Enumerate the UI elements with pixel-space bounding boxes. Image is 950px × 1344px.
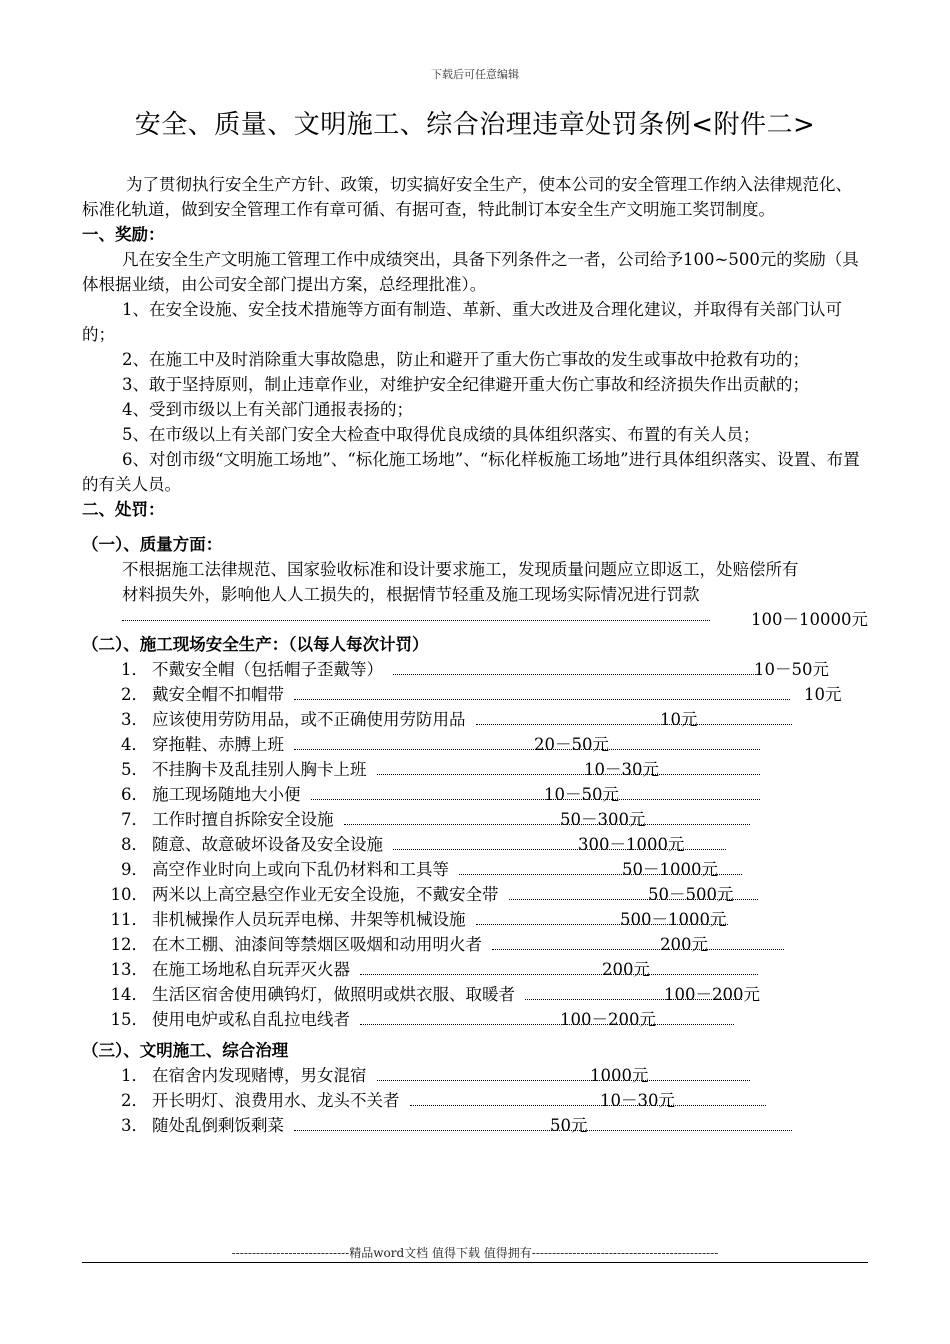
penalty-item-text: 不挂胸卡及乱挂别人胸卡上班	[152, 760, 367, 779]
penalty-item-amount: 10元	[660, 710, 698, 729]
header-note: 下载后可任意编辑	[431, 68, 519, 81]
penalty-item-amount: 1000元	[590, 1066, 649, 1085]
penalty-item	[82, 932, 868, 957]
penalty-item-text: 在宿舍内发现赌博，男女混宿	[152, 1066, 367, 1085]
reward-item: 4、受到市级以上有关部门通报表扬的；	[122, 400, 413, 419]
reward-item: 1、在安全设施、安全技术措施等方面有制造、革新、重大改进及合理化建议，并取得有关部门认可的；	[82, 300, 842, 344]
penalty-item-number: 11．	[110, 910, 148, 929]
penalty-item	[82, 1113, 868, 1138]
penalty-item	[82, 682, 868, 707]
quality-heading: （一）、质量方面：	[82, 535, 223, 554]
penalty-item	[82, 657, 868, 682]
leader-dots	[294, 749, 760, 750]
leader-dots	[360, 1024, 734, 1025]
penalty-item-number: 10．	[110, 885, 148, 904]
penalty-item-amount: 50元	[550, 1116, 588, 1135]
reward-item: 2、在施工中及时消除重大事故隐患，防止和避开了重大伤亡事故的发生或事故中抢救有功的；	[122, 350, 809, 369]
leader-dots	[122, 620, 710, 621]
penalty-item-amount: 100－200元	[560, 1010, 656, 1029]
penalty-item-number: 7．	[121, 810, 148, 829]
leader-dots	[360, 974, 758, 975]
penalty-item-number: 6．	[121, 785, 148, 804]
penalty-item	[82, 782, 868, 807]
penalty-item-number: 2．	[121, 685, 148, 704]
leader-dots	[377, 774, 761, 775]
penalty-item	[82, 882, 868, 907]
civil-heading: （三）、文明施工、综合治理	[82, 1041, 289, 1060]
penalty-item-number: 4．	[121, 735, 148, 754]
penalty-item	[82, 707, 868, 732]
leader-dots	[377, 1080, 751, 1081]
civil-penalty-list	[82, 1063, 868, 1138]
leader-dots	[294, 699, 790, 700]
penalty-item	[82, 832, 868, 857]
leader-dots	[492, 949, 784, 950]
penalty-item	[82, 982, 868, 1007]
leader-dots	[410, 1105, 767, 1106]
leader-dots	[393, 674, 758, 675]
penalty-item-number: 3．	[121, 1116, 148, 1135]
penalty-item-text: 随意、故意破坏设备及安全设施	[152, 835, 383, 854]
penalty-item	[82, 957, 868, 982]
safety-heading: （二）、施工现场安全生产：（以每人每次计罚）	[82, 635, 429, 654]
penalty-item-number: 15．	[110, 1010, 148, 1029]
penalty-item-amount: 10－30元	[584, 760, 659, 779]
penalty-item-amount: 10－30元	[600, 1091, 675, 1110]
penalty-item-number: 2．	[121, 1091, 148, 1110]
penalty-item-text: 穿拖鞋、赤膊上班	[152, 735, 284, 754]
penalty-item-text: 在木工棚、油漆间等禁烟区吸烟和动用明火者	[152, 935, 482, 954]
safety-penalty-list	[82, 657, 868, 1032]
reward-lead: 凡在安全生产文明施工管理工作中成绩突出，具备下列条件之一者，公司给予100~500元的奖励（具体根据业绩，由公司安全部门提出方案，总经理批准）。	[82, 250, 859, 294]
penalty-item-text: 非机械操作人员玩弄电梯、井架等机械设施	[152, 910, 466, 929]
penalty-item-number: 14．	[110, 985, 148, 1004]
reward-item: 6、对创市级“文明施工场地”、“标化施工场地”、“标化样板施工场地”进行具体组织落实、设置、布置的有关人员。	[82, 450, 860, 494]
penalty-item-amount: 200元	[660, 935, 708, 954]
penalty-item	[82, 732, 868, 757]
penalty-item-text: 戴安全帽不扣帽带	[152, 685, 284, 704]
penalty-item-amount: 20－50元	[534, 735, 609, 754]
penalty-item-amount: 50－500元	[648, 885, 734, 904]
leader-dots	[344, 824, 751, 825]
penalty-item-amount: 10－50元	[544, 785, 619, 804]
penalty-item-text: 在施工场地私自玩弄灭火器	[152, 960, 350, 979]
penalty-item-text: 生活区宿舍使用碘钨灯，做照明或烘衣服、取暖者	[152, 985, 515, 1004]
penalty-item-text: 使用电炉或私自乱拉电线者	[152, 1010, 350, 1029]
footer-divider	[82, 1262, 868, 1263]
penalty-item-number: 1．	[121, 1066, 148, 1085]
page-title: 安全、质量、文明施工、综合治理违章处罚条例<附件二>	[134, 110, 816, 140]
penalty-item	[82, 1007, 868, 1032]
penalty-item-text: 工作时擅自拆除安全设施	[152, 810, 334, 829]
penalty-heading: 二、处罚：	[82, 500, 165, 519]
penalty-item-number: 3．	[121, 710, 148, 729]
penalty-item-amount: 300－1000元	[578, 835, 685, 854]
penalty-item-amount: 100－200元	[664, 985, 760, 1004]
footer-note: -----------------------------精品word文档 值得下载 值得拥有----------------------------------------------	[231, 1246, 719, 1260]
penalty-item-text: 施工现场随地大小便	[152, 785, 301, 804]
quality-line2: 材料损失外，影响他人人工损失的，根据情节轻重及施工现场实际情况进行罚款	[122, 585, 700, 604]
document-body	[82, 172, 868, 1138]
penalty-item-amount: 500－1000元	[620, 910, 727, 929]
intro-paragraph: 为了贯彻执行安全生产方针、政策，切实搞好安全生产，使本公司的安全管理工作纳入法律规范化、标准化轨道，做到安全管理工作有章可循、有据可查，特此制订本安全生产文明施工奖罚制度。	[82, 175, 852, 219]
penalty-item-number: 13．	[110, 960, 148, 979]
penalty-item	[82, 857, 868, 882]
reward-item: 3、敢于坚持原则，制止违章作业，对维护安全纪律避开重大伤亡事故和经济损失作出贡献的；	[122, 375, 809, 394]
penalty-item-text: 开长明灯、浪费用水、龙头不关者	[152, 1091, 400, 1110]
leader-dots	[476, 724, 793, 725]
penalty-item-number: 8．	[121, 835, 148, 854]
penalty-item-text: 高空作业时向上或向下乱仍材料和工具等	[152, 860, 449, 879]
reward-heading: 一、奖励：	[82, 225, 165, 244]
quality-amount: 100－10000元	[751, 610, 868, 629]
penalty-item-amount: 50－1000元	[622, 860, 718, 879]
penalty-item	[82, 907, 868, 932]
leader-dots	[311, 799, 761, 800]
quality-amount-row	[82, 607, 868, 632]
penalty-item-text: 两米以上高空悬空作业无安全设施，不戴安全带	[152, 885, 499, 904]
penalty-item-number: 1．	[121, 660, 148, 679]
penalty-item-text: 不戴安全帽（包括帽子歪戴等）	[152, 660, 383, 679]
penalty-item-number: 12．	[110, 935, 148, 954]
penalty-item-text: 应该使用劳防用品，或不正确使用劳防用品	[152, 710, 466, 729]
penalty-item-amount: 10元	[804, 685, 842, 704]
penalty-item-amount: 10－50元	[754, 660, 829, 679]
penalty-item-number: 9．	[121, 860, 148, 879]
penalty-item-text: 随处乱倒剩饭剩菜	[152, 1116, 284, 1135]
penalty-item-number: 5．	[121, 760, 148, 779]
quality-line1: 不根据施工法律规范、国家验收标准和设计要求施工，发现质量问题应立即返工，处赔偿所有	[122, 560, 799, 579]
reward-item: 5、在市级以上有关部门安全大检查中取得优良成绩的具体组织落实、布置的有关人员；	[122, 425, 760, 444]
penalty-item	[82, 1088, 868, 1113]
penalty-item	[82, 807, 868, 832]
leader-dots	[294, 1130, 792, 1131]
penalty-item-amount: 200元	[602, 960, 650, 979]
penalty-item	[82, 757, 868, 782]
penalty-item-amount: 50－300元	[560, 810, 646, 829]
penalty-item	[82, 1063, 868, 1088]
